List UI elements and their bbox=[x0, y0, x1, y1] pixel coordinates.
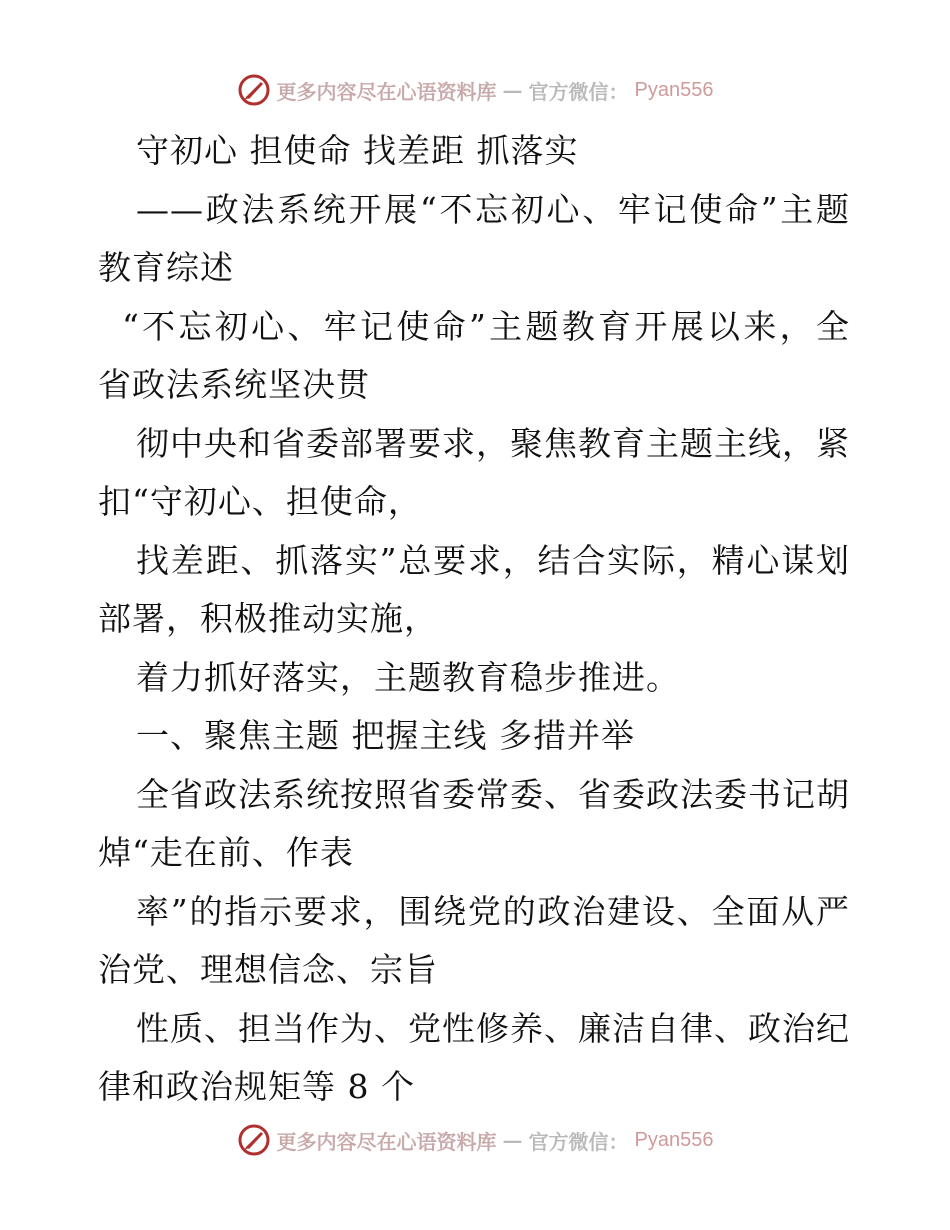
document-body bbox=[98, 122, 850, 1117]
doc-line: 省政法系统坚决贯 bbox=[98, 365, 370, 404]
watermark-wechat-id: Pyan556 bbox=[634, 1128, 714, 1151]
watermark-wechat-id: Pyan556 bbox=[634, 78, 714, 101]
watermark-wechat-label: 官方微信： bbox=[528, 1129, 629, 1154]
watermark-separator: — bbox=[502, 78, 523, 102]
doc-subtitle-line: ——政法系统开展“不忘初心、牢记使命”主题 bbox=[136, 189, 850, 229]
watermark-banner-top bbox=[0, 70, 950, 110]
doc-section-heading: 一、聚焦主题 把握主线 多措并举 bbox=[136, 716, 635, 755]
doc-line: 彻中央和省委部署要求，聚焦教育主题主线，紧 bbox=[136, 423, 850, 463]
doc-line: 部署，积极推动实施， bbox=[98, 599, 438, 638]
watermark-wechat-label: 官方微信： bbox=[528, 79, 629, 104]
doc-line: 找差距、抓落实”总要求，结合实际，精心谋划 bbox=[136, 540, 850, 580]
watermark-separator: — bbox=[502, 1128, 523, 1152]
doc-line: 着力抓好落实，主题教育稳步推进。 bbox=[136, 657, 680, 697]
doc-line: 全省政法系统按照省委常委、省委政法委书记胡 bbox=[136, 774, 850, 814]
doc-line: 性质、担当作为、党性修养、廉洁自律、政治纪 bbox=[136, 1008, 850, 1048]
doc-line: 焯“走在前、作表 bbox=[98, 833, 354, 872]
watermark-text: 更多内容尽在心语资料库 bbox=[276, 1129, 497, 1154]
watermark-text: 更多内容尽在心语资料库 bbox=[276, 79, 497, 104]
doc-line: 扣“守初心、担使命， bbox=[98, 482, 422, 521]
doc-line: “不忘初心、牢记使命”主题教育开展以来，全 bbox=[122, 306, 850, 346]
doc-line: 治党、理想信念、宗旨 bbox=[98, 950, 438, 989]
quill-logo-icon bbox=[237, 73, 271, 107]
quill-logo-icon bbox=[237, 1123, 271, 1157]
doc-title: 守初心 担使命 找差距 抓落实 bbox=[136, 131, 579, 170]
watermark-banner-bottom bbox=[0, 1120, 950, 1160]
doc-line: 率”的指示要求，围绕党的政治建设、全面从严 bbox=[136, 891, 850, 931]
doc-line: 教育综述 bbox=[98, 248, 234, 287]
doc-line: 律和政治规矩等 8 个 bbox=[98, 1067, 415, 1106]
